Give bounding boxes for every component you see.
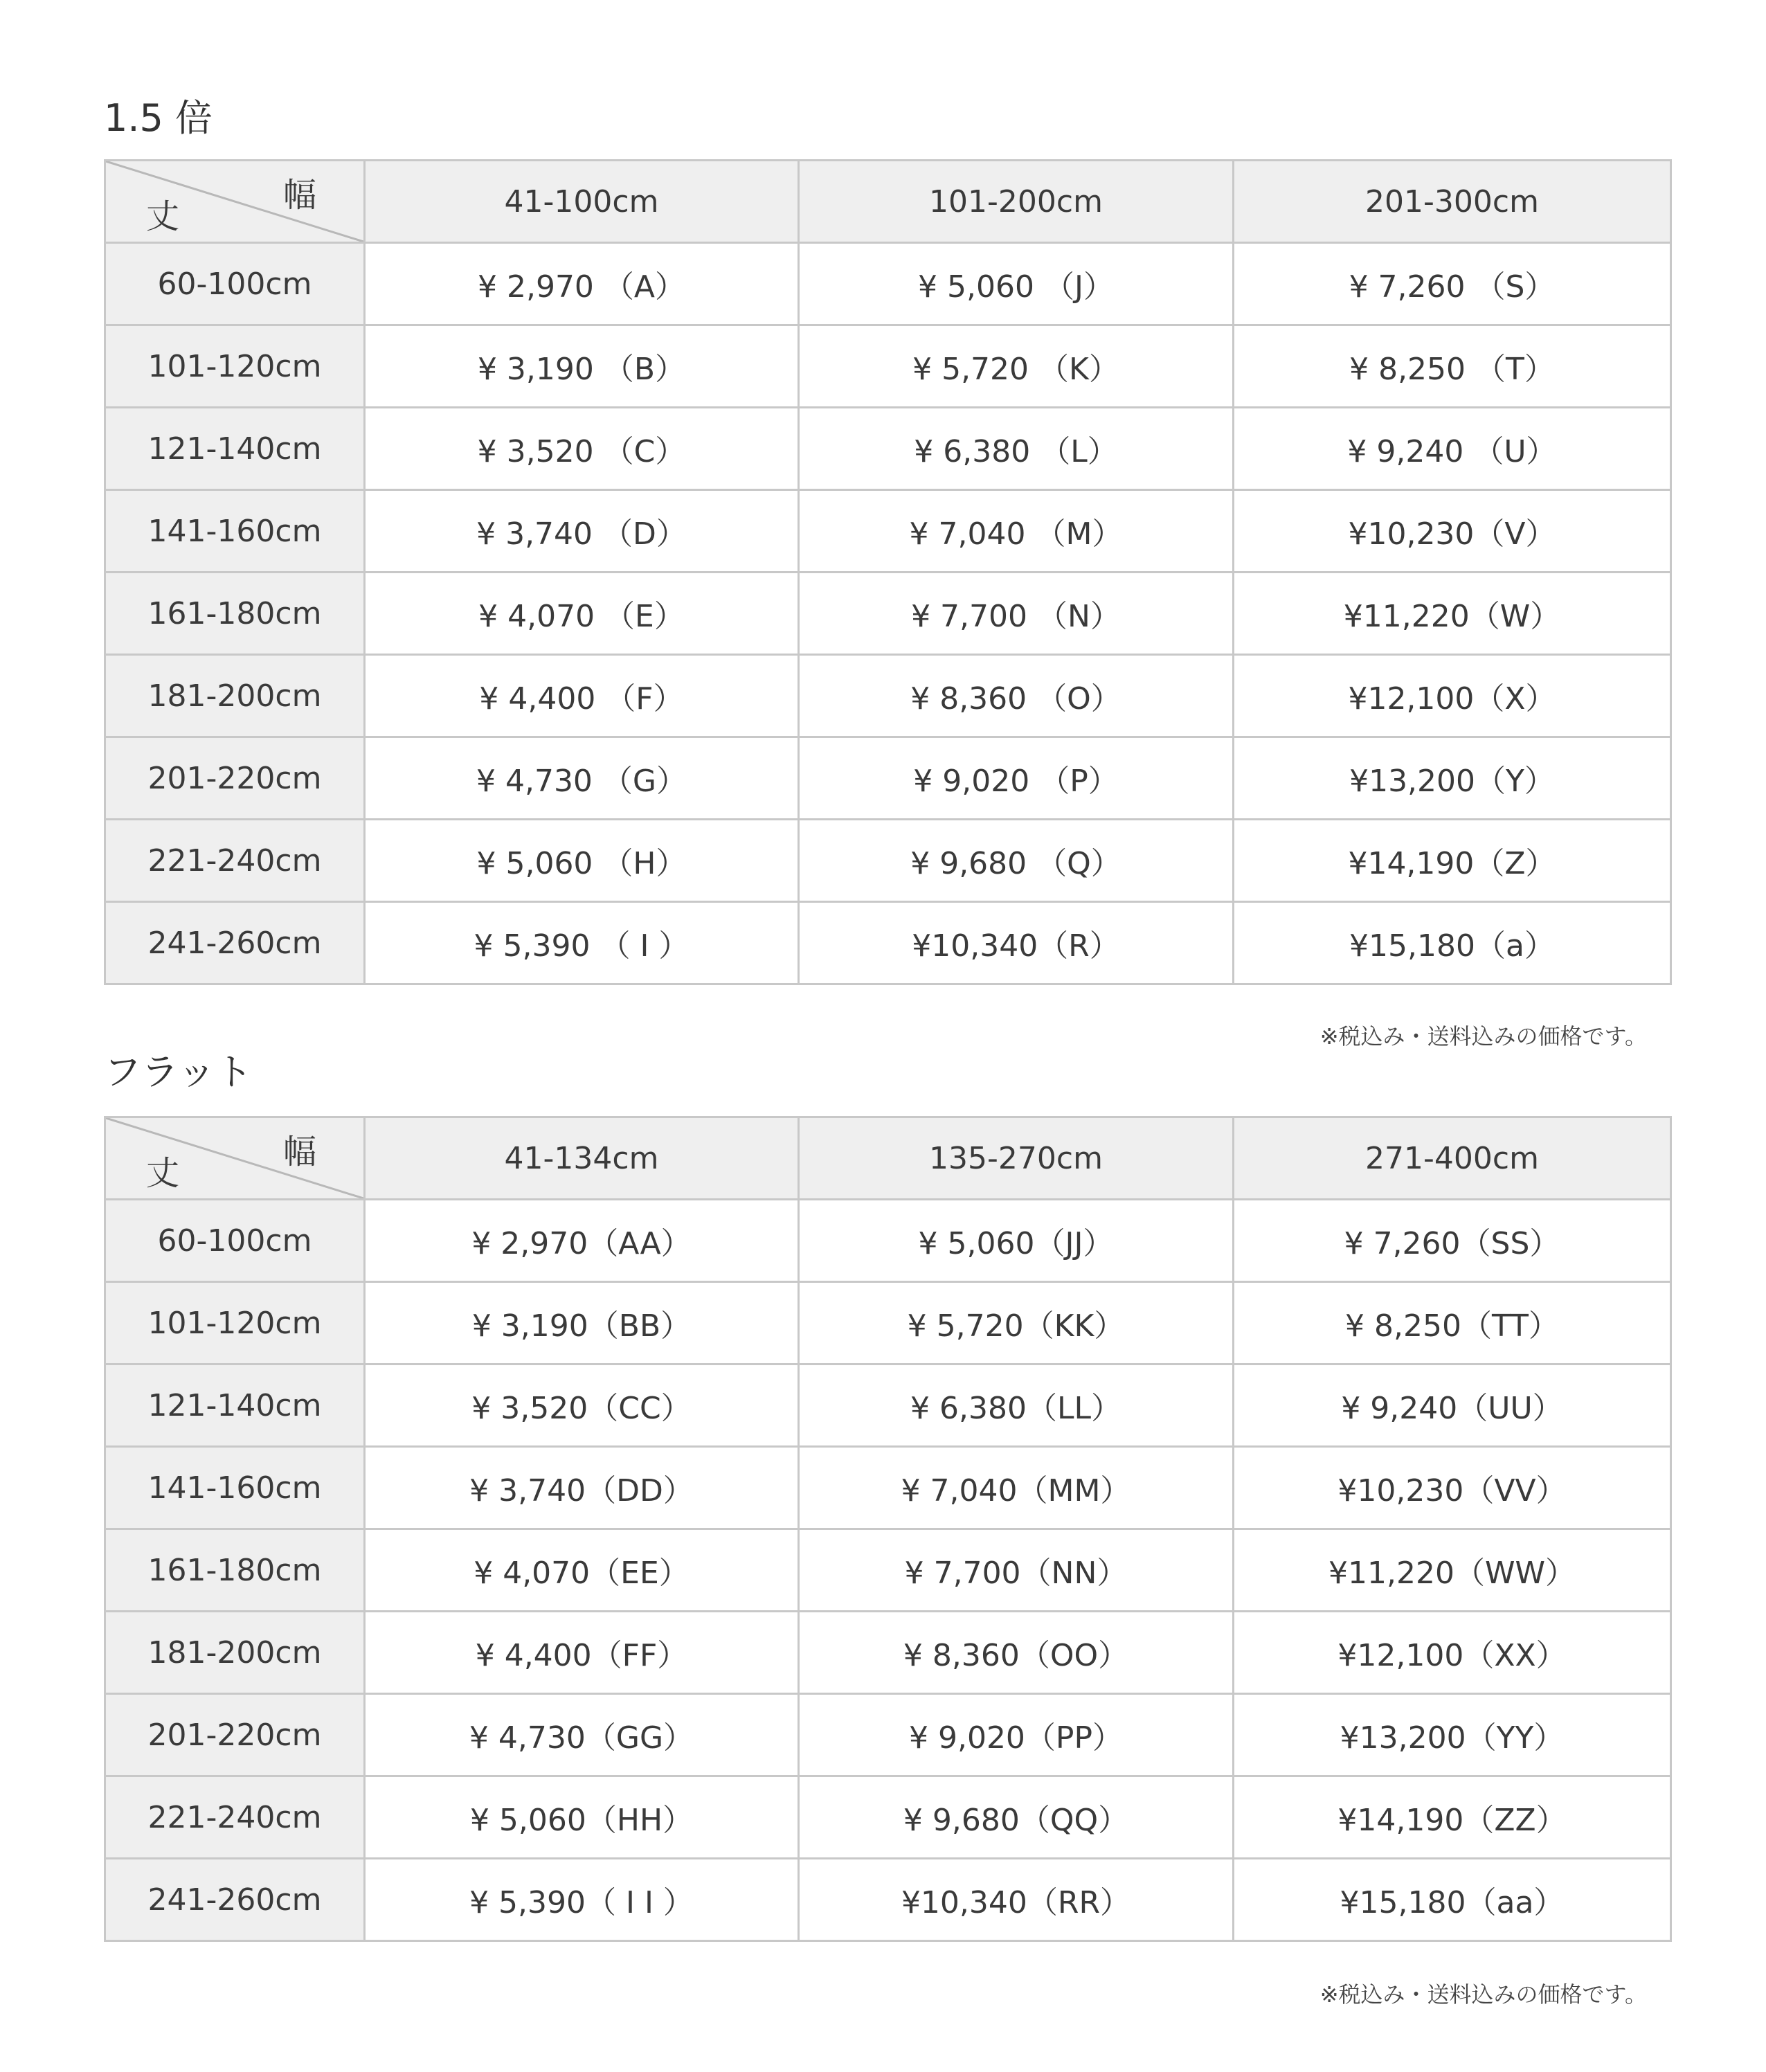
price-cell: ¥12,100（XX）	[1234, 1612, 1671, 1694]
length-row-header: 181-200cm	[105, 1612, 365, 1694]
price-cell: ¥ 8,360 （O）	[799, 655, 1234, 737]
length-row-header: 121-140cm	[105, 1364, 365, 1447]
length-row-header: 60-100cm	[105, 243, 365, 325]
table-row	[105, 325, 1671, 408]
price-cell: ¥13,200（Y）	[1234, 737, 1671, 820]
price-cell: ¥ 4,730（GG）	[365, 1694, 799, 1776]
price-cell: ¥ 3,740（DD）	[365, 1447, 799, 1529]
price-cell: ¥ 6,380 （L）	[799, 408, 1234, 490]
length-row-header: 101-120cm	[105, 1282, 365, 1364]
price-cell: ¥14,190（ZZ）	[1234, 1776, 1671, 1859]
price-cell: ¥ 2,970 （A）	[365, 243, 799, 325]
tax-note-1-5x: ※税込み・送料込みの価格です。	[1319, 1023, 1647, 1049]
price-cell: ¥ 4,070（EE）	[365, 1529, 799, 1612]
price-table-1-5x	[104, 159, 1672, 985]
price-cell: ¥ 6,380（LL）	[799, 1364, 1234, 1447]
price-table-flat	[104, 1116, 1672, 1942]
price-cell: ¥ 4,400（FF）	[365, 1612, 799, 1694]
price-cell: ¥ 3,190 （B）	[365, 325, 799, 408]
table-row	[105, 1364, 1671, 1447]
length-row-header: 141-160cm	[105, 1447, 365, 1529]
table-row	[105, 1529, 1671, 1612]
table-row	[105, 1200, 1671, 1282]
table-row	[105, 1612, 1671, 1694]
price-cell: ¥10,230（V）	[1234, 490, 1671, 573]
length-row-header: 241-260cm	[105, 1859, 365, 1941]
length-row-header: 161-180cm	[105, 1529, 365, 1612]
length-row-header: 221-240cm	[105, 1776, 365, 1859]
price-cell: ¥ 5,390 （ I ）	[365, 902, 799, 984]
price-cell: ¥11,220（WW）	[1234, 1529, 1671, 1612]
price-cell: ¥ 5,060 （J）	[799, 243, 1234, 325]
table-row	[105, 573, 1671, 655]
price-cell: ¥ 4,070 （E）	[365, 573, 799, 655]
price-cell: ¥11,220（W）	[1234, 573, 1671, 655]
price-cell: ¥15,180（aa）	[1234, 1859, 1671, 1941]
width-column-header: 41-100cm	[365, 161, 799, 243]
tax-note-flat: ※税込み・送料込みの価格です。	[1319, 1981, 1647, 2008]
price-cell: ¥ 2,970（AA）	[365, 1200, 799, 1282]
price-cell: ¥ 5,060（JJ）	[799, 1200, 1234, 1282]
price-cell: ¥ 9,680（QQ）	[799, 1776, 1234, 1859]
length-row-header: 161-180cm	[105, 573, 365, 655]
price-cell: ¥ 7,260（SS）	[1234, 1200, 1671, 1282]
price-cell: ¥ 3,520 （C）	[365, 408, 799, 490]
width-column-header: 271-400cm	[1234, 1117, 1671, 1200]
length-row-header: 181-200cm	[105, 655, 365, 737]
table-row	[105, 902, 1671, 984]
width-column-header: 41-134cm	[365, 1117, 799, 1200]
price-cell: ¥ 9,020 （P）	[799, 737, 1234, 820]
price-cell: ¥ 8,250（TT）	[1234, 1282, 1671, 1364]
header-row	[105, 1117, 1671, 1200]
table-row	[105, 490, 1671, 573]
price-cell: ¥ 9,240（UU）	[1234, 1364, 1671, 1447]
price-cell: ¥12,100（X）	[1234, 655, 1671, 737]
length-row-header: 141-160cm	[105, 490, 365, 573]
price-cell: ¥ 9,240 （U）	[1234, 408, 1671, 490]
header-row	[105, 161, 1671, 243]
width-label: 幅	[282, 176, 316, 215]
table-row	[105, 1859, 1671, 1941]
section-title-1-5x: 1.5 倍	[104, 96, 213, 140]
length-row-header: 221-240cm	[105, 820, 365, 902]
length-row-header: 121-140cm	[105, 408, 365, 490]
price-cell: ¥10,340（R）	[799, 902, 1234, 984]
price-cell: ¥ 5,060 （H）	[365, 820, 799, 902]
length-row-header: 241-260cm	[105, 902, 365, 984]
price-cell: ¥ 5,720（KK）	[799, 1282, 1234, 1364]
price-cell: ¥ 5,720 （K）	[799, 325, 1234, 408]
length-row-header: 201-220cm	[105, 737, 365, 820]
price-cell: ¥15,180（a）	[1234, 902, 1671, 984]
price-cell: ¥13,200（YY）	[1234, 1694, 1671, 1776]
width-label: 幅	[282, 1133, 316, 1171]
price-cell: ¥ 7,700（NN）	[799, 1529, 1234, 1612]
length-row-header: 60-100cm	[105, 1200, 365, 1282]
price-cell: ¥ 5,060（HH）	[365, 1776, 799, 1859]
price-cell: ¥14,190（Z）	[1234, 820, 1671, 902]
corner-header-cell	[105, 1117, 365, 1200]
price-cell: ¥ 4,400 （F）	[365, 655, 799, 737]
length-row-header: 201-220cm	[105, 1694, 365, 1776]
length-label: 丈	[146, 1154, 180, 1193]
price-cell: ¥ 3,740 （D）	[365, 490, 799, 573]
price-cell: ¥ 7,040 （M）	[799, 490, 1234, 573]
price-cell: ¥ 9,680 （Q）	[799, 820, 1234, 902]
width-column-header: 201-300cm	[1234, 161, 1671, 243]
table-row	[105, 243, 1671, 325]
price-cell: ¥ 8,250 （T）	[1234, 325, 1671, 408]
price-cell: ¥ 9,020（PP）	[799, 1694, 1234, 1776]
table-row	[105, 655, 1671, 737]
length-label: 丈	[146, 197, 180, 236]
price-cell: ¥10,230（VV）	[1234, 1447, 1671, 1529]
price-cell: ¥ 7,700 （N）	[799, 573, 1234, 655]
price-cell: ¥ 7,260 （S）	[1234, 243, 1671, 325]
price-cell: ¥ 8,360（OO）	[799, 1612, 1234, 1694]
diagonal-divider	[106, 1118, 363, 1198]
table-row	[105, 1447, 1671, 1529]
width-column-header: 101-200cm	[799, 161, 1234, 243]
price-cell: ¥10,340（RR）	[799, 1859, 1234, 1941]
price-cell: ¥ 7,040（MM）	[799, 1447, 1234, 1529]
diagonal-divider	[106, 161, 363, 242]
price-cell: ¥ 4,730 （G）	[365, 737, 799, 820]
price-cell: ¥ 3,520（CC）	[365, 1364, 799, 1447]
table-row	[105, 1694, 1671, 1776]
width-column-header: 135-270cm	[799, 1117, 1234, 1200]
table-row	[105, 737, 1671, 820]
corner-header-cell	[105, 161, 365, 243]
table-row	[105, 1776, 1671, 1859]
length-row-header: 101-120cm	[105, 325, 365, 408]
table-row	[105, 1282, 1671, 1364]
price-cell: ¥ 3,190（BB）	[365, 1282, 799, 1364]
price-cell: ¥ 5,390（ I I ）	[365, 1859, 799, 1941]
table-row	[105, 408, 1671, 490]
table-row	[105, 820, 1671, 902]
section-title-flat: フラット	[104, 1050, 253, 1094]
